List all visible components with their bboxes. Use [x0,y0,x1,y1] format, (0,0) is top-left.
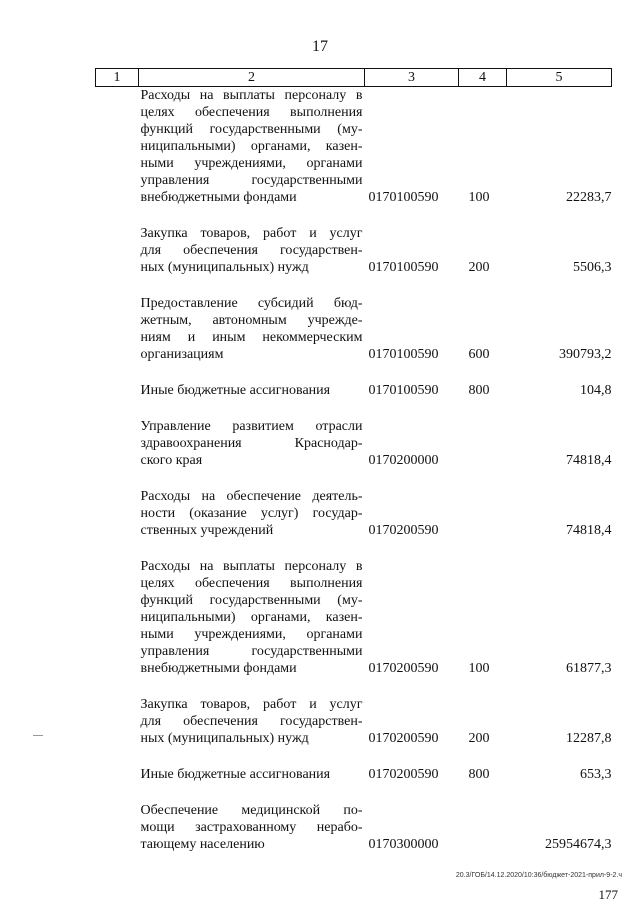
row-spacer [96,206,612,225]
footer-file-code: 20.3/ГОБ/14.12.2020/10:36/бюджет-2021-прил-9-2.ч [455,872,622,879]
description-line: целях обеспечения выполнения [140,576,363,591]
row-expense-type [459,488,507,539]
description-line: Предоставление субсидий бюд- [140,296,363,311]
margin-mark [33,735,43,736]
table-row [96,802,612,853]
row-expense-type: 600 [468,347,490,362]
row-description [139,87,365,207]
table-body [96,87,612,854]
table-row [96,696,612,747]
column-header-5: 5 [507,69,612,87]
row-amount: 74818,4 [566,453,612,468]
row-number-cell [96,225,139,276]
description-line: Закупка товаров, работ и услуг [140,697,363,712]
row-description [139,382,365,399]
description-line: Закупка товаров, работ и услуг [140,226,363,241]
row-description [139,295,365,363]
description-line: мощи застрахованному нерабо- [140,820,363,835]
description-line: функций государственными (му- [140,122,363,137]
row-number-cell [96,488,139,539]
row-number-cell [96,802,139,853]
description-line: управления государственными [140,173,363,188]
row-spacer [96,539,612,558]
table-header [96,69,612,87]
row-expense-type: 200 [468,260,490,275]
description-line: ниципальными) органами, казен- [140,610,363,625]
row-spacer [96,677,612,696]
row-target-code: 0170100590 [368,260,439,275]
table-row [96,558,612,677]
row-target-code: 0170100590 [368,383,439,398]
row-spacer [96,783,612,802]
row-target-code: 0170200590 [368,523,439,538]
description-line: ственных учреждений [140,523,274,538]
row-spacer [96,363,612,382]
description-line: для обеспечения государствен- [140,714,363,729]
row-target-code: 0170300000 [368,837,439,852]
row-number-cell [96,87,139,207]
description-line: внебюджетными фондами [140,661,297,676]
row-description [139,225,365,276]
description-line: Обеспечение медицинской по- [140,803,363,818]
row-amount: 5506,3 [573,260,612,275]
row-description [139,558,365,677]
column-header-2: 2 [139,69,365,87]
row-amount: 25954674,3 [545,837,612,852]
description-line: управления государственными [140,644,363,659]
description-line: Расходы на выплаты персоналу в [140,559,363,574]
row-expense-type: 100 [468,190,490,205]
row-number-cell [96,418,139,469]
table-row [96,382,612,399]
row-description [139,696,365,747]
row-amount: 74818,4 [566,523,612,538]
row-spacer [96,276,612,295]
description-line: Расходы на выплаты персоналу в [140,88,363,103]
description-line: Расходы на обеспечение деятель- [140,489,363,504]
description-line: ными учреждениями, органами [140,156,363,171]
row-number-cell [96,696,139,747]
row-expense-type: 800 [468,383,490,398]
row-spacer [96,399,612,418]
row-expense-type: 100 [468,661,490,676]
description-line: ных (муниципальных) нужд [140,731,309,746]
row-target-code: 0170100590 [368,347,439,362]
description-line: функций государственными (му- [140,593,363,608]
description-line: Иные бюджетные ассигнования [140,767,331,782]
row-expense-type: 800 [468,767,490,782]
row-description [139,418,365,469]
row-number-cell [96,766,139,783]
row-number-cell [96,382,139,399]
row-amount: 22283,7 [566,190,612,205]
row-amount: 12287,8 [566,731,612,746]
row-expense-type [459,418,507,469]
description-line: ных (муниципальных) нужд [140,260,309,275]
description-line: ниям и иным некоммерческим [140,330,363,345]
row-target-code: 0170200590 [368,661,439,676]
row-spacer [96,747,612,766]
description-line: организациям [140,347,224,362]
description-line: тающему населению [140,837,265,852]
row-target-code: 0170200590 [368,767,439,782]
row-description [139,802,365,853]
table-row [96,87,612,207]
table-row [96,418,612,469]
row-amount: 390793,2 [559,347,612,362]
description-line: ниципальными) органами, казен- [140,139,363,154]
table-row [96,295,612,363]
column-number-row [96,69,612,87]
row-target-code: 0170200000 [368,453,439,468]
description-line: целях обеспечения выполнения [140,105,363,120]
row-amount: 104,8 [580,383,612,398]
description-line: Управление развитием отрасли [140,419,363,434]
row-target-code: 0170100590 [368,190,439,205]
footer-page-number: 177 [598,887,618,902]
description-line: жетным, автономным учрежде- [140,313,363,328]
description-line: внебюджетными фондами [140,190,297,205]
column-header-1: 1 [96,69,139,87]
row-amount: 61877,3 [566,661,612,676]
row-target-code: 0170200590 [368,731,439,746]
budget-table [95,68,612,853]
row-expense-type: 200 [468,731,490,746]
description-line: ского края [140,453,203,468]
page-number: 17 [312,38,328,55]
row-description [139,488,365,539]
description-line: для обеспечения государствен- [140,243,363,258]
table-row [96,225,612,276]
row-spacer [96,469,612,488]
description-line: Иные бюджетные ассигнования [140,383,331,398]
description-line: ности (оказание услуг) государ- [140,506,363,521]
row-number-cell [96,558,139,677]
table-row [96,766,612,783]
column-header-3: 3 [365,69,459,87]
row-description [139,766,365,783]
description-line: ными учреждениями, органами [140,627,363,642]
row-expense-type [459,802,507,853]
description-line: здравоохранения Краснодар- [140,436,363,451]
row-amount: 653,3 [580,767,612,782]
table-row [96,488,612,539]
row-number-cell [96,295,139,363]
column-header-4: 4 [459,69,507,87]
